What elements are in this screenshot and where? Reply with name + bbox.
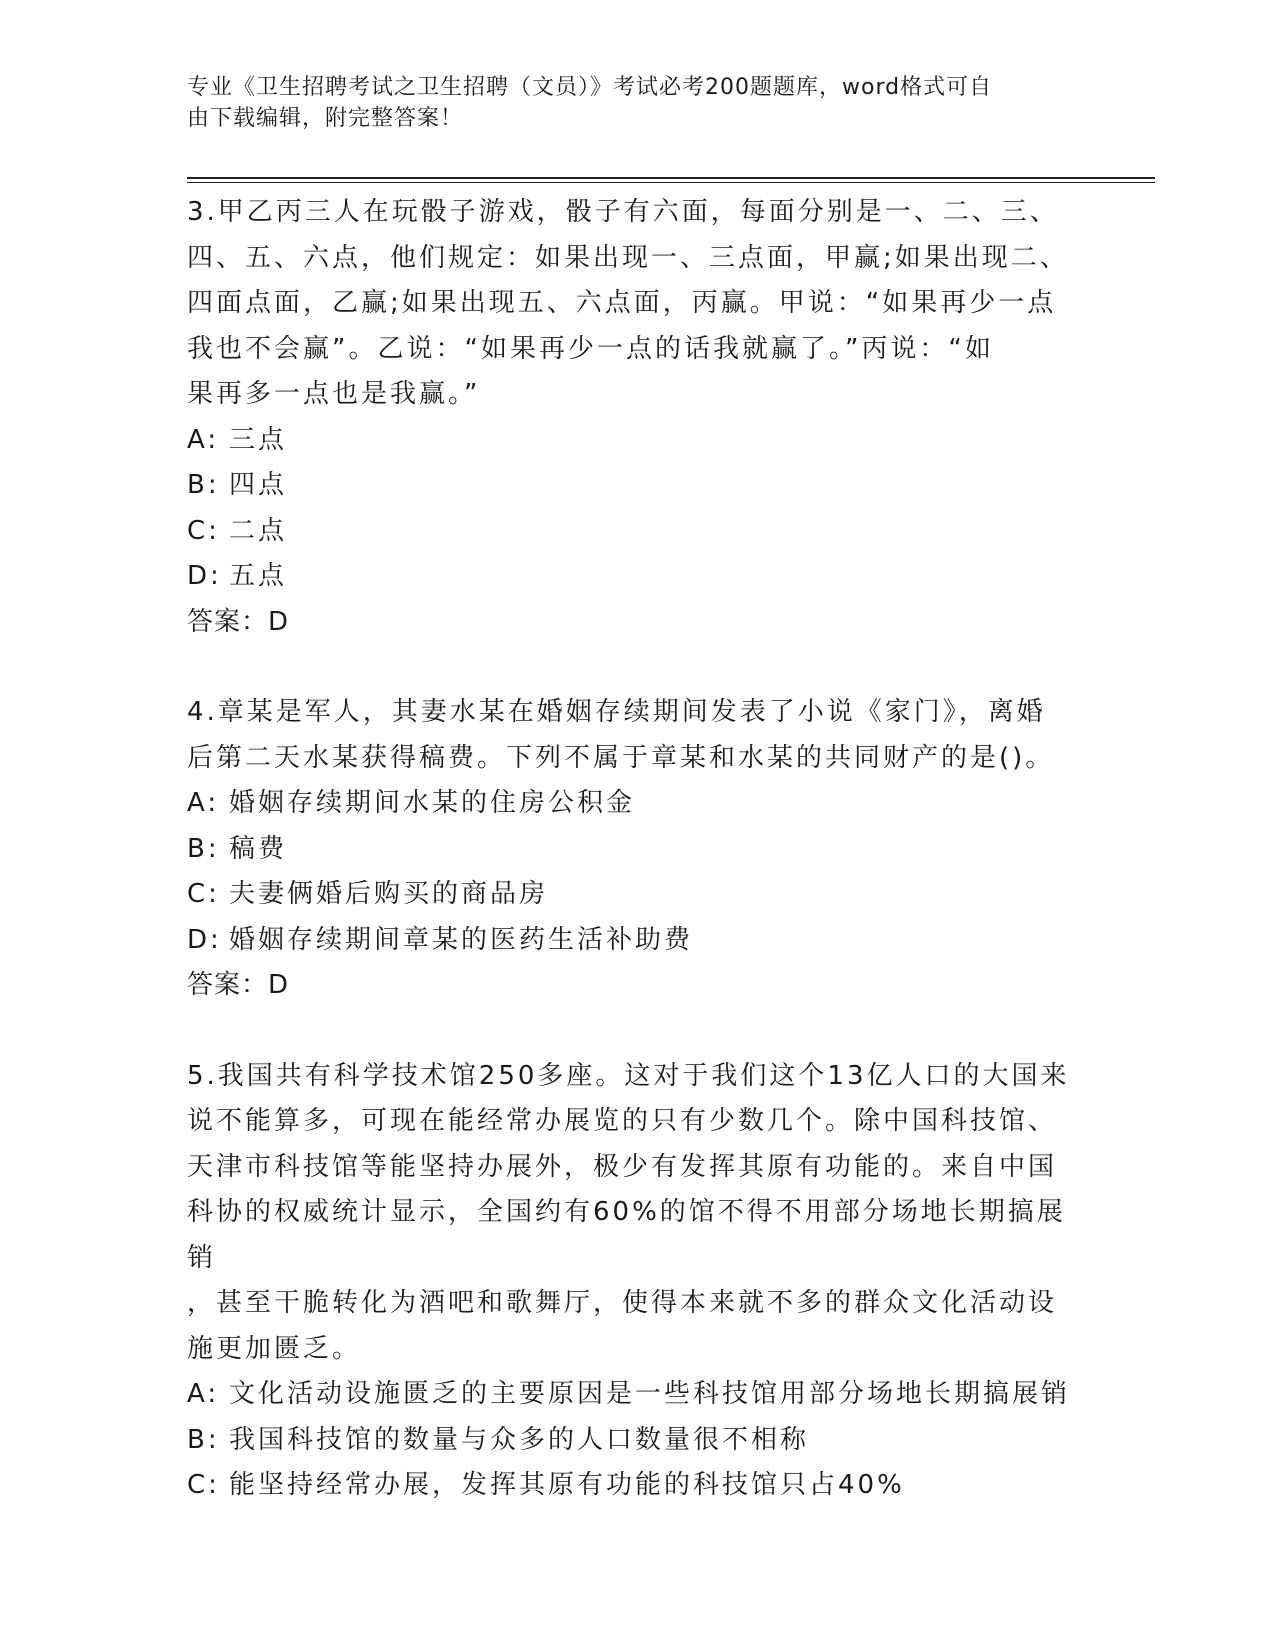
option-text: 四点 — [229, 470, 288, 500]
header-divider-thick — [187, 177, 1155, 179]
option-c — [187, 1463, 1087, 1509]
option-letter: C: — [187, 1470, 220, 1500]
option-c — [187, 872, 1087, 918]
question-stem-line: 我也不会赢”。乙说：“如果再少一点的话我就赢了。”丙说：“如 — [187, 333, 994, 364]
question-stem-line: 科协的权威统计显示，全国约有60%的馆不得不用部分场地长期搞展销 — [187, 1197, 1066, 1273]
option-letter: B: — [187, 470, 220, 500]
question-spacer — [187, 645, 1087, 690]
question-stem-line: 后第二天水某获得稿费。下列不属于章某和水某的共同财产的是()。 — [187, 742, 1055, 773]
option-b — [187, 1418, 1087, 1464]
question-stem-line: ，甚至干脆转化为酒吧和歌舞厅，使得本来就不多的群众文化活动设 — [187, 1288, 1058, 1318]
option-c — [187, 509, 1087, 555]
answer-line: 答案：D — [187, 606, 290, 637]
question-stem-line: 施更加匮乏。 — [187, 1333, 362, 1364]
question-4 — [187, 690, 1087, 1009]
option-d — [187, 918, 1087, 964]
header-divider-thin — [187, 182, 1155, 183]
option-text: 文化活动设施匮乏的主要原因是一些科技馆用部分场地长期搞展销 — [229, 1379, 1071, 1409]
question-stem-line: 四、五、六点，他们规定：如果出现一、三点面，甲赢;如果出现二、 — [187, 242, 1069, 273]
option-letter: B: — [187, 833, 220, 864]
option-text: 三点 — [229, 424, 288, 455]
option-letter: C: — [187, 515, 220, 546]
question-3 — [187, 190, 1087, 645]
question-stem-line: 4.章某是军人，其妻水某在婚姻存续期间发表了小说《家门》，离婚 — [187, 697, 1046, 727]
option-text: 二点 — [229, 515, 288, 546]
option-letter: D: — [187, 561, 222, 591]
question-stem-line: 果再多一点也是我赢。” — [187, 379, 481, 409]
answer-line: 答案：D — [187, 970, 290, 1000]
question-stem-line: 天津市科技馆等能坚持办展外，极少有发挥其原有功能的。来自中国 — [187, 1151, 1058, 1182]
document-header — [187, 72, 1067, 134]
option-text: 婚姻存续期间章某的医药生活补助费 — [229, 924, 694, 955]
option-text: 我国科技馆的数量与众多的人口数量很不相称 — [229, 1424, 810, 1455]
option-text: 能坚持经常办展，发挥其原有功能的科技馆只占40% — [229, 1470, 905, 1500]
option-letter: A: — [187, 1379, 220, 1409]
header-line-2: 由下载编辑，附完整答案！ — [187, 106, 464, 131]
option-letter: A: — [187, 424, 220, 455]
option-a — [187, 418, 1087, 464]
option-letter: B: — [187, 1424, 220, 1455]
option-a — [187, 781, 1087, 827]
option-b — [187, 463, 1087, 509]
question-stem-line: 四面点面，乙赢;如果出现五、六点面，丙赢。甲说：“如果再少一点 — [187, 288, 1057, 318]
question-5 — [187, 1054, 1087, 1509]
question-stem-line: 5.我国共有科学技术馆250多座。这对于我们这个13亿人口的大国来 — [187, 1060, 1070, 1091]
option-text: 婚姻存续期间水某的住房公积金 — [229, 788, 636, 818]
option-text: 夫妻俩婚后购买的商品房 — [229, 879, 549, 909]
question-list — [187, 190, 1087, 1509]
header-line-1: 专业《卫生招聘考试之卫生招聘（文员）》考试必考200题题库，word格式可自 — [187, 75, 993, 100]
question-stem-line: 说不能算多，可现在能经常办展览的只有少数几个。除中国科技馆、 — [187, 1106, 1058, 1136]
option-letter: A: — [187, 788, 220, 818]
question-stem-line: 3.甲乙丙三人在玩骰子游戏，骰子有六面，每面分别是一、二、三、 — [187, 197, 1059, 227]
option-letter: D: — [187, 924, 222, 955]
option-a — [187, 1372, 1087, 1418]
option-letter: C: — [187, 879, 220, 909]
question-spacer — [187, 1009, 1087, 1054]
option-d — [187, 554, 1087, 600]
option-text: 稿费 — [229, 833, 288, 864]
option-b — [187, 827, 1087, 873]
option-text: 五点 — [229, 561, 288, 591]
